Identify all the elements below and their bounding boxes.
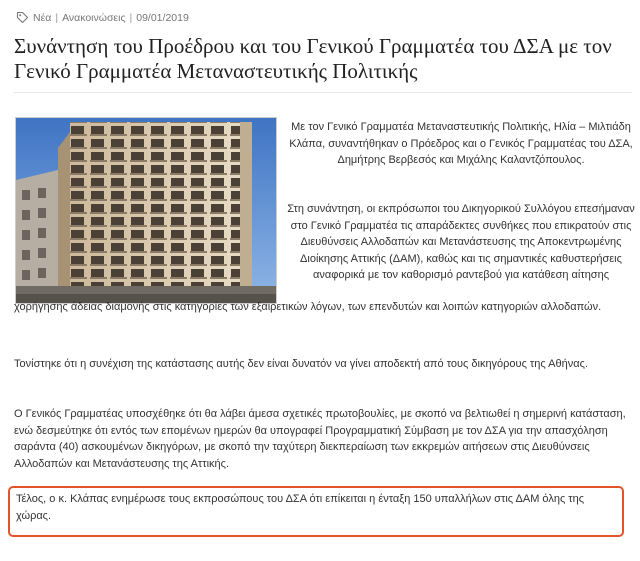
title-divider — [14, 92, 632, 93]
paragraph-4: Ο Γενικός Γραμματέας υποσχέθηκε ότι θα λάβει άμεσα σχετικές πρωτοβουλίες, με σκοπό να βελτιωθεί η σημερινή κατάσταση, ενώ δεσμεύτηκε ότι εντός των επομένων ημερών θα υπογραφεί Προγραμματική Σύμβαση με τον ΔΣΑ για την απασχόληση σαράντα (40) ασκουμένων δικηγόρων, με σκοπό την ταχύτερη διεκπεραίωση των εκκρεμών αιτήσεων στις Διευθύνσεις Αλλοδαπών και Μετανάστευσης της Αττικής. — [14, 408, 626, 470]
meta-separator: | — [55, 11, 59, 24]
publish-date: 09/01/2019 — [136, 11, 189, 24]
paragraph-2: Στη συνάντηση, οι εκπρόσωποι του Δικηγορικού Συλλόγου επεσήμαναν στο Γενικό Γραμματέα τις απαράδεκτες συνθήκες που επικρατούν στις Διευθύνσεις Αλλοδαπών και Μετανάστευσης της Αποκεντρωμένης Διοίκησης Αττικής (ΔΑΜ), καθώς και τις σημαντικές καθυστερήσεις αναφορικά με τον καθορισμό ραντεβού για κατάθεση αίτησης — [287, 203, 635, 281]
tag-icon — [16, 11, 29, 24]
paragraph-3: Τονίστηκε ότι η συνέχιση της κατάστασης αυτής δεν είναι δυνατόν να γίνει αποδεκτή από τους δικηγόρους της Αθήνας. — [14, 358, 588, 370]
article-meta — [16, 11, 189, 24]
paragraph-5: Τέλος, ο κ. Κλάπας ενημέρωσε τους εκπροσώπους του ΔΣΑ ότι επίκειται η ένταξη 150 υπαλλήλων στις ΔΑΜ όλης της χώρας. — [16, 493, 585, 522]
building-photo — [15, 117, 277, 304]
building-image — [16, 118, 276, 303]
meta-separator: | — [129, 11, 133, 24]
highlighted-paragraph — [8, 486, 624, 537]
paragraph-2-continued: χορήγησης άδειας διαμονής στις κατηγορίες των εξαιρετικών λόγων, των επενδυτών και λοιπών κατηγοριών αλλοδαπών. — [14, 301, 602, 313]
category-link-announcements[interactable]: Ανακοινώσεις — [62, 11, 126, 24]
category-link-news[interactable]: Νέα — [33, 11, 52, 24]
paragraph-1: Με τον Γενικό Γραμματέα Μεταναστευτικής Πολιτικής, Ηλία – Μιλτιάδη Κλάπα, συναντήθηκαν ο Πρόεδρος και ο Γενικός Γραμματέας του ΔΣΑ, Δημήτρης Βερβεσός και Μιχάλης Καλαντζόπουλος. — [289, 121, 633, 166]
article-title: Συνάντηση του Προέδρου και του Γενικού Γραμματέα του ΔΣΑ με τον Γενικό Γραμματέα Μεταναστευτικής Πολιτικής — [14, 34, 612, 83]
